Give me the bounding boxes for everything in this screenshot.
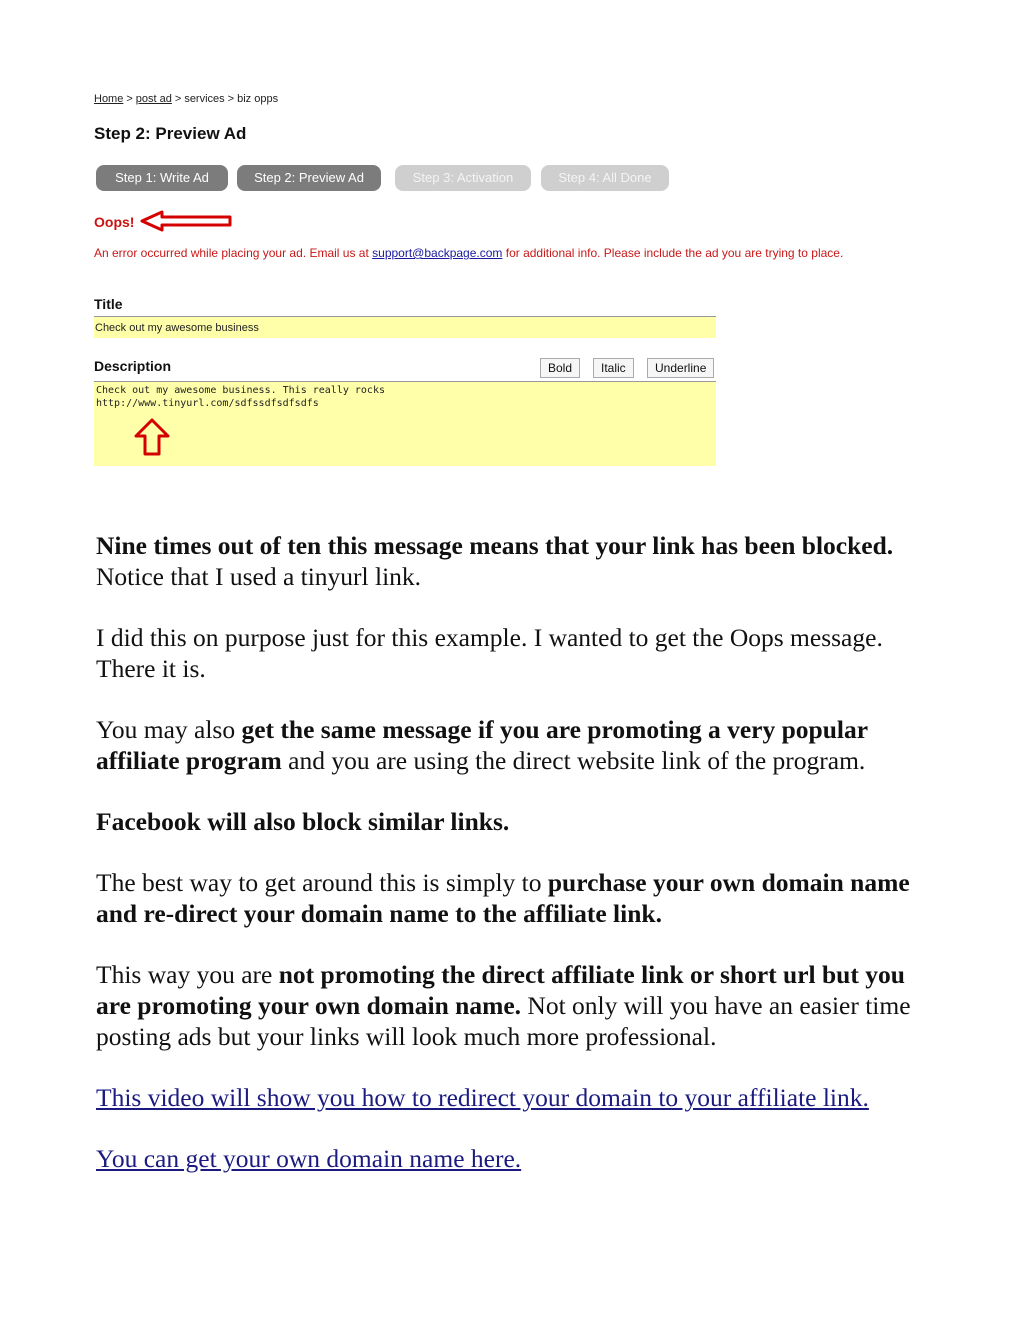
paragraph <box>96 867 926 929</box>
title-label: Title <box>94 296 123 312</box>
breadcrumb-services: services <box>184 93 225 105</box>
paragraph <box>96 806 926 837</box>
domain-name-link[interactable]: You can get your own domain name here. <box>96 1144 522 1173</box>
breadcrumb-separator: > <box>174 93 182 105</box>
step-1-write-ad-tab[interactable]: Step 1: Write Ad <box>96 165 228 191</box>
underline-button[interactable]: Underline <box>647 358 714 378</box>
error-text-after: for additional info. Please include the ad you are trying to place. <box>502 246 844 260</box>
redirect-video-link[interactable]: This video will show you how to redirect your domain to your affiliate link. <box>96 1083 869 1112</box>
body-text: Not only will you have an easier time posting ads but your links will look much more professional. <box>96 991 911 1051</box>
italic-button[interactable]: Italic <box>593 358 634 378</box>
body-text: The best way to get around this is simply to <box>96 868 548 897</box>
paragraph <box>96 714 926 776</box>
bold-text: Facebook will also block similar links. <box>96 807 510 836</box>
title-field[interactable]: Check out my awesome business <box>94 316 716 338</box>
body-text: This way you are <box>96 960 279 989</box>
breadcrumb-home-link[interactable]: Home <box>94 93 124 105</box>
breadcrumb-separator: > <box>126 93 133 105</box>
breadcrumb-post-ad-link[interactable]: post ad <box>135 93 172 105</box>
bold-text: get the same message if you are promoting a very popular affiliate program <box>96 715 868 775</box>
article-body <box>96 530 926 1204</box>
up-arrow-icon <box>134 418 170 456</box>
bold-text: purchase your own domain name and re-direct your domain name to the affiliate link. <box>96 868 910 928</box>
description-line: Check out my awesome business. This really rocks <box>96 385 385 396</box>
description-label: Description <box>94 358 172 374</box>
oops-heading: Oops! <box>94 214 135 230</box>
bold-text: Nine times out of ten this message means that your link has been blocked. <box>96 531 894 560</box>
page-title: Step 2: Preview Ad <box>94 124 247 143</box>
error-message <box>94 246 843 260</box>
description-line: http://www.tinyurl.com/sdfssdfsdfsdfs <box>96 398 319 409</box>
step-3-activation-tab: Step 3: Activation <box>395 165 531 191</box>
bold-text: not promoting the direct affiliate link or short url but you are promoting your own domain name. <box>96 960 905 1020</box>
support-email-link[interactable]: support@backpage.com <box>372 246 503 260</box>
breadcrumb <box>94 93 278 105</box>
step-4-all-done-tab: Step 4: All Done <box>541 165 669 191</box>
paragraph <box>96 1143 926 1174</box>
error-text-before: An error occurred while placing your ad. Email us at <box>94 246 373 260</box>
breadcrumb-separator: > <box>227 93 235 105</box>
step-2-preview-ad-tab[interactable]: Step 2: Preview Ad <box>237 165 381 191</box>
bold-button[interactable]: Bold <box>540 358 580 378</box>
paragraph <box>96 1082 926 1113</box>
body-text: You may also <box>96 715 242 744</box>
left-arrow-icon <box>140 210 232 232</box>
breadcrumb-biz-opps: biz opps <box>237 93 279 105</box>
body-text: Notice that I used a tinyurl link. <box>96 562 422 591</box>
paragraph: I did this on purpose just for this example. I wanted to get the Oops message. There it is. <box>96 623 883 683</box>
paragraph <box>96 959 926 1052</box>
description-textarea[interactable] <box>94 381 716 466</box>
body-text: and you are using the direct website link of the program. <box>281 746 866 775</box>
paragraph <box>96 530 926 592</box>
